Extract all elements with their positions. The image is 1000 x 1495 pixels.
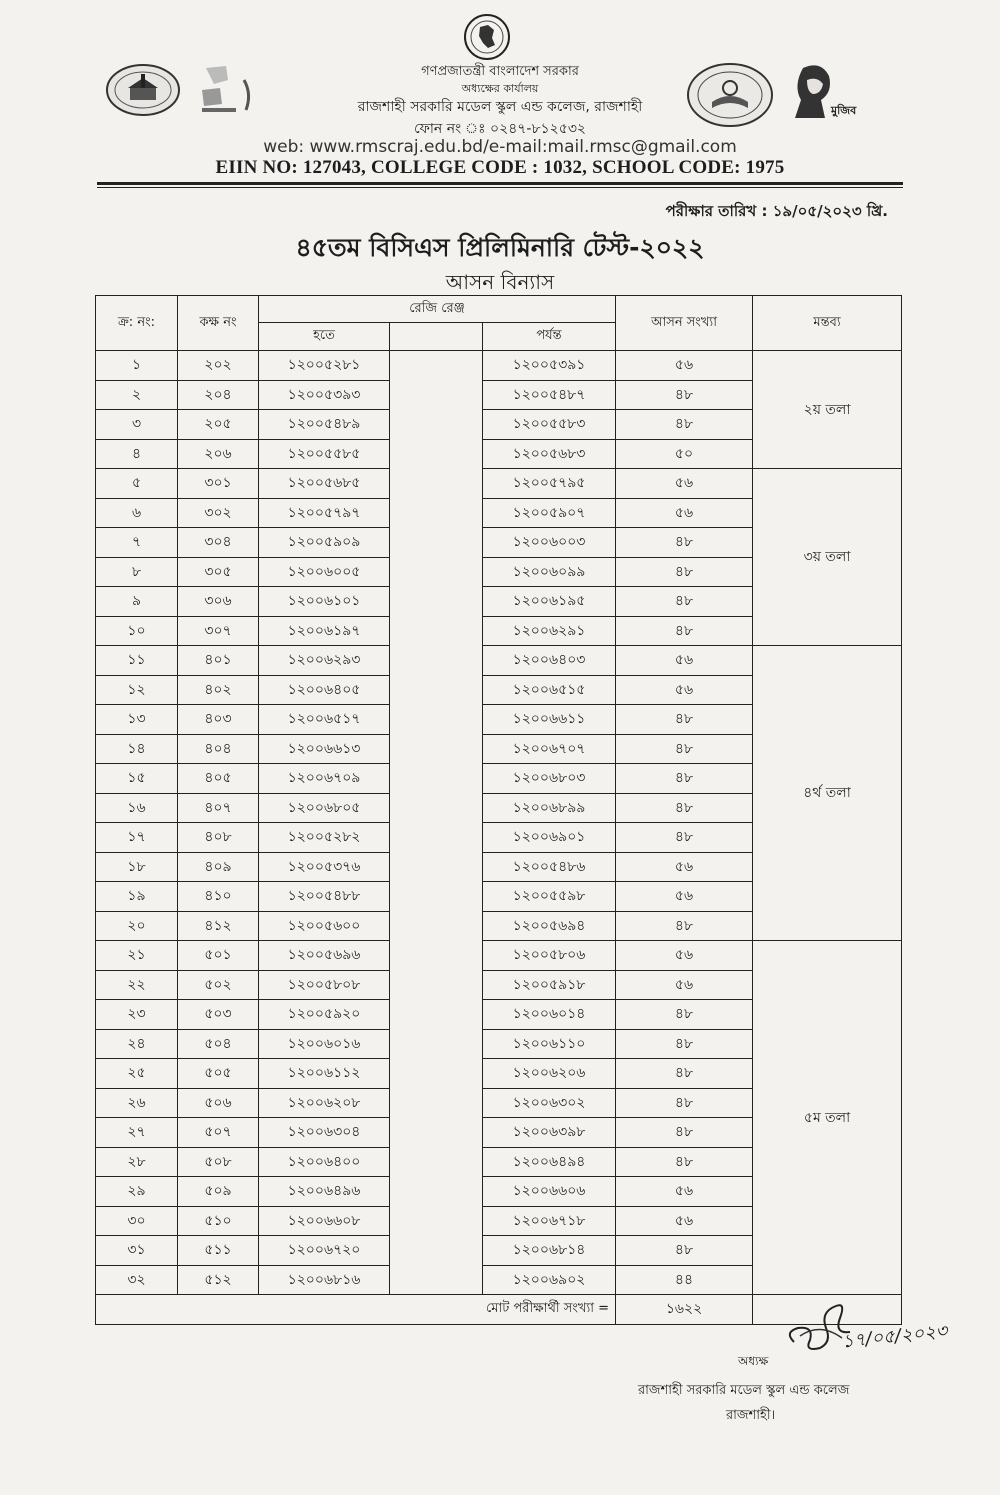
cell-serial: ৯ <box>96 587 178 617</box>
cell-from: ১২০০৬৬০৮ <box>259 1206 390 1236</box>
header-gap <box>390 323 483 351</box>
cell-serial: ২৭ <box>96 1118 178 1148</box>
cell-seats: ৪৪ <box>616 1265 753 1295</box>
cell-to: ১২০০৬৭০৭ <box>483 734 616 764</box>
cell-gap <box>390 1029 483 1059</box>
cell-from: ১২০০৫৩৯৩ <box>259 380 390 410</box>
cell-to: ১২০০৫৬৮৩ <box>483 439 616 469</box>
cell-gap <box>390 882 483 912</box>
cell-serial: ২০ <box>96 911 178 941</box>
cell-from: ১২০০৬০০৫ <box>259 557 390 587</box>
cell-room: ২০৫ <box>178 410 259 440</box>
cell-from: ১২০০৬৫১৭ <box>259 705 390 735</box>
cell-serial: ১১ <box>96 646 178 676</box>
cell-gap <box>390 1236 483 1266</box>
cell-seats: ৪৮ <box>616 1000 753 1030</box>
cell-room: ৫১২ <box>178 1265 259 1295</box>
cell-from: ১২০০৬৮০৫ <box>259 793 390 823</box>
header-room: কক্ষ নং <box>178 296 259 351</box>
cell-seats: ৫৬ <box>616 675 753 705</box>
cell-gap <box>390 705 483 735</box>
cell-gap <box>390 616 483 646</box>
cell-serial: ১৮ <box>96 852 178 882</box>
cell-seats: ৪৮ <box>616 793 753 823</box>
cell-seats: ৪৮ <box>616 1029 753 1059</box>
cell-gap <box>390 1000 483 1030</box>
cell-seats: ৪৮ <box>616 587 753 617</box>
cell-gap <box>390 941 483 971</box>
cell-from: ১২০০৬১০১ <box>259 587 390 617</box>
cell-to: ১২০০৫৮০৬ <box>483 941 616 971</box>
cell-room: ৫০৩ <box>178 1000 259 1030</box>
cell-gap <box>390 1265 483 1295</box>
cell-to: ১২০০৬৮১৪ <box>483 1236 616 1266</box>
cell-to: ১২০০৫৪৮৭ <box>483 380 616 410</box>
cell-serial: ৩২ <box>96 1265 178 1295</box>
eiin-codes: EIIN NO: 127043, COLLEGE CODE : 1032, SCHOOL CODE: 1975 <box>215 157 785 178</box>
cell-gap <box>390 823 483 853</box>
cell-gap <box>390 380 483 410</box>
cell-gap <box>390 734 483 764</box>
cell-to: ১২০০৫৭৯৫ <box>483 469 616 499</box>
cell-floor-remark: ৫ম তলা <box>753 941 902 1295</box>
phone-number: ফোন নং ঃ ০২৪৭-৮১২৫৩২ <box>413 121 587 137</box>
cell-gap <box>390 557 483 587</box>
cell-floor-remark: ৪র্থ তলা <box>753 646 902 941</box>
cell-to: ১২০০৬৮০৩ <box>483 764 616 794</box>
cell-seats: ৫৬ <box>616 882 753 912</box>
cell-serial: ৩ <box>96 410 178 440</box>
cell-room: ২০২ <box>178 351 259 381</box>
cell-to: ১২০০৫৯১৮ <box>483 970 616 1000</box>
cell-gap <box>390 911 483 941</box>
office-name: অধ্যক্ষের কার্যালয় <box>461 82 539 95</box>
cell-seats: ৪৮ <box>616 734 753 764</box>
cell-serial: ৪ <box>96 439 178 469</box>
header-reg-range: রেজি রেঞ্জ <box>259 296 616 323</box>
cell-gap <box>390 1147 483 1177</box>
cell-seats: ৪৮ <box>616 911 753 941</box>
cell-room: ৫১০ <box>178 1206 259 1236</box>
cell-seats: ৫৬ <box>616 351 753 381</box>
cell-to: ১২০০৬৬১১ <box>483 705 616 735</box>
cell-to: ১২০০৬৭১৮ <box>483 1206 616 1236</box>
cell-floor-remark: ৩য় তলা <box>753 469 902 646</box>
cell-serial: ১০ <box>96 616 178 646</box>
cell-room: ৫০৯ <box>178 1177 259 1207</box>
cell-to: ১২০০৬৩৯৮ <box>483 1118 616 1148</box>
cell-to: ১২০০৬৬০৬ <box>483 1177 616 1207</box>
cell-serial: ৮ <box>96 557 178 587</box>
cell-seats: ৪৮ <box>616 823 753 853</box>
cell-gap <box>390 1059 483 1089</box>
cell-seats: ৪৮ <box>616 705 753 735</box>
header-remarks: মন্তব্য <box>753 296 902 351</box>
cell-from: ১২০০৬৪০০ <box>259 1147 390 1177</box>
cell-serial: ১৪ <box>96 734 178 764</box>
cell-room: ৫০১ <box>178 941 259 971</box>
header-rule-thin <box>97 187 903 188</box>
cell-gap <box>390 587 483 617</box>
cell-from: ১২০০৬৪০৫ <box>259 675 390 705</box>
header-rule-thick <box>97 182 903 185</box>
header-serial: ক্র: নং: <box>96 296 178 351</box>
cell-serial: ১৬ <box>96 793 178 823</box>
principal-title: অধ্যক্ষ <box>738 1354 769 1368</box>
cell-serial: ২৯ <box>96 1177 178 1207</box>
cell-gap <box>390 646 483 676</box>
table-row <box>96 351 902 381</box>
cell-room: ৩০৭ <box>178 616 259 646</box>
cell-serial: ২৪ <box>96 1029 178 1059</box>
cell-seats: ৪৮ <box>616 764 753 794</box>
cell-room: ৫০৫ <box>178 1059 259 1089</box>
cell-seats: ৪৮ <box>616 1088 753 1118</box>
cell-from: ১২০০৫২৮১ <box>259 351 390 381</box>
cell-seats: ৪৮ <box>616 1236 753 1266</box>
cell-gap <box>390 1118 483 1148</box>
table-row <box>96 469 902 499</box>
document-subtitle: আসন বিন্যাস <box>445 270 555 294</box>
cell-from: ১২০০৫৬০০ <box>259 911 390 941</box>
cell-room: ২০৬ <box>178 439 259 469</box>
cell-room: ২০৪ <box>178 380 259 410</box>
cell-seats: ৫৬ <box>616 852 753 882</box>
cell-to: ১২০০৬১১০ <box>483 1029 616 1059</box>
cell-from: ১২০০৬৮১৬ <box>259 1265 390 1295</box>
cell-serial: ২৬ <box>96 1088 178 1118</box>
cell-from: ১২০০৬০১৬ <box>259 1029 390 1059</box>
cell-seats: ৪৮ <box>616 1118 753 1148</box>
cell-from: ১২০০৬৭০৯ <box>259 764 390 794</box>
cell-to: ১২০০৫৯০৭ <box>483 498 616 528</box>
cell-room: ৪০৫ <box>178 764 259 794</box>
cell-to: ১২০০৬৯০১ <box>483 823 616 853</box>
cell-from: ১২০০৫৬৮৫ <box>259 469 390 499</box>
cell-room: ৫০৬ <box>178 1088 259 1118</box>
cell-serial: ৩০ <box>96 1206 178 1236</box>
cell-from: ১২০০৫৯২০ <box>259 1000 390 1030</box>
cell-to: ১২০০৬৪৯৪ <box>483 1147 616 1177</box>
cell-room: ৫১১ <box>178 1236 259 1266</box>
cell-gap <box>390 970 483 1000</box>
signature-city: রাজশাহী। <box>726 1408 776 1423</box>
signature-college: রাজশাহী সরকারি মডেল স্কুল এন্ড কলেজ <box>638 1383 850 1398</box>
cell-room: ৪০৮ <box>178 823 259 853</box>
cell-from: ১২০০৫৮০৮ <box>259 970 390 1000</box>
exam-date: পরীক্ষার তারিখ : ১৯/০৫/২০২৩ খ্রি. <box>665 202 888 220</box>
cell-serial: ১২ <box>96 675 178 705</box>
seat-plan-body <box>96 351 902 1325</box>
cell-gap <box>390 439 483 469</box>
cell-room: ৪০৪ <box>178 734 259 764</box>
cell-room: ৩০৪ <box>178 528 259 558</box>
cell-to: ১২০০৫৪৮৬ <box>483 852 616 882</box>
cell-to: ১২০০৫৬৯৪ <box>483 911 616 941</box>
header-seats: আসন সংখ্যা <box>616 296 753 351</box>
cell-gap <box>390 528 483 558</box>
cell-seats: ৫৬ <box>616 1177 753 1207</box>
web-email: web: www.rmscraj.edu.bd/e-mail:mail.rmsc@gmail.com <box>263 137 737 157</box>
cell-gap <box>390 852 483 882</box>
cell-room: ৫০২ <box>178 970 259 1000</box>
total-value: ১৬২২ <box>616 1295 753 1325</box>
cell-from: ১২০০৬৩০৪ <box>259 1118 390 1148</box>
table-row <box>96 646 902 676</box>
cell-gap <box>390 410 483 440</box>
cell-serial: ১৩ <box>96 705 178 735</box>
cell-to: ১২০০৬৮৯৯ <box>483 793 616 823</box>
cell-from: ১২০০৫৭৯৭ <box>259 498 390 528</box>
cell-serial: ৭ <box>96 528 178 558</box>
cell-to: ১২০০৬৩০২ <box>483 1088 616 1118</box>
cell-seats: ৫৬ <box>616 970 753 1000</box>
cell-floor-remark: ২য় তলা <box>753 351 902 469</box>
cell-room: ৪১২ <box>178 911 259 941</box>
cell-from: ১২০০৬৭২০ <box>259 1236 390 1266</box>
cell-from: ১২০০৬১১২ <box>259 1059 390 1089</box>
total-label: মোট পরীক্ষার্থী সংখ্যা = <box>96 1295 616 1325</box>
cell-to: ১২০০৬৫১৫ <box>483 675 616 705</box>
cell-serial: ১৭ <box>96 823 178 853</box>
cell-gap <box>390 675 483 705</box>
cell-seats: ৪৮ <box>616 557 753 587</box>
cell-from: ১২০০৫৪৮৮ <box>259 882 390 912</box>
cell-room: ৩০৬ <box>178 587 259 617</box>
cell-room: ৩০১ <box>178 469 259 499</box>
seat-plan-table <box>95 295 902 1325</box>
cell-seats: ৫৬ <box>616 469 753 499</box>
cell-serial: ২৮ <box>96 1147 178 1177</box>
cell-room: ৫০৪ <box>178 1029 259 1059</box>
cell-seats: ৫৬ <box>616 941 753 971</box>
cell-to: ১২০০৬১৯৫ <box>483 587 616 617</box>
document-title: ৪৫তম বিসিএস প্রিলিমিনারি টেস্ট-২০২২ <box>295 233 705 262</box>
cell-room: ৫০৭ <box>178 1118 259 1148</box>
cell-to: ১২০০৫৩৯১ <box>483 351 616 381</box>
cell-from: ১২০০৫৪৮৯ <box>259 410 390 440</box>
cell-to: ১২০০৬৪০৩ <box>483 646 616 676</box>
cell-serial: ৬ <box>96 498 178 528</box>
cell-room: ৩০৫ <box>178 557 259 587</box>
cell-serial: ২৩ <box>96 1000 178 1030</box>
cell-seats: ৫৬ <box>616 646 753 676</box>
cell-to: ১২০০৬২৯১ <box>483 616 616 646</box>
cell-serial: ২৫ <box>96 1059 178 1089</box>
cell-serial: ৫ <box>96 469 178 499</box>
cell-seats: ৪৮ <box>616 528 753 558</box>
cell-room: ৩০২ <box>178 498 259 528</box>
cell-to: ১২০০৬০১৪ <box>483 1000 616 1030</box>
cell-to: ১২০০৬৯০২ <box>483 1265 616 1295</box>
header-from: হতে <box>259 323 390 351</box>
cell-from: ১২০০৬২৯৩ <box>259 646 390 676</box>
cell-seats: ৪৮ <box>616 1059 753 1089</box>
cell-seats: ৪৮ <box>616 410 753 440</box>
cell-to: ১২০০৬০০৩ <box>483 528 616 558</box>
cell-seats: ৫০ <box>616 439 753 469</box>
bangladesh-emblem-icon <box>458 12 516 62</box>
cell-gap <box>390 1177 483 1207</box>
cell-gap <box>390 351 483 381</box>
cell-serial: ৩১ <box>96 1236 178 1266</box>
cell-from: ১২০০৬২০৮ <box>259 1088 390 1118</box>
cell-room: ৫০৮ <box>178 1147 259 1177</box>
cell-from: ১২০০৫২৮২ <box>259 823 390 853</box>
cell-seats: ৪৮ <box>616 616 753 646</box>
cell-to: ১২০০৬০৯৯ <box>483 557 616 587</box>
government-name: গণপ্রজাতন্ত্রী বাংলাদেশ সরকার <box>421 64 579 79</box>
cell-serial: ২১ <box>96 941 178 971</box>
cell-serial: ২২ <box>96 970 178 1000</box>
cell-seats: ৫৬ <box>616 1206 753 1236</box>
institution-name: রাজশাহী সরকারি মডেল স্কুল এন্ড কলেজ, রাজশাহী <box>357 99 643 115</box>
cell-gap <box>390 469 483 499</box>
letterhead <box>0 0 1000 195</box>
signature-date: ১৭/০৫/২০২৩ <box>841 1320 949 1353</box>
cell-serial: ২ <box>96 380 178 410</box>
cell-room: ৪০৩ <box>178 705 259 735</box>
cell-gap <box>390 498 483 528</box>
cell-to: ১২০০৫৫৯৮ <box>483 882 616 912</box>
cell-serial: ১৫ <box>96 764 178 794</box>
table-row <box>96 941 902 971</box>
cell-from: ১২০০৫৩৭৬ <box>259 852 390 882</box>
mujib-logo-text: মুজিব <box>831 104 857 117</box>
cell-to: ১২০০৬২০৬ <box>483 1059 616 1089</box>
cell-from: ১২০০৬৬১৩ <box>259 734 390 764</box>
cell-gap <box>390 1206 483 1236</box>
cell-room: ৪১০ <box>178 882 259 912</box>
cell-gap <box>390 764 483 794</box>
cell-seats: ৪৮ <box>616 1147 753 1177</box>
cell-room: ৪০৯ <box>178 852 259 882</box>
cell-from: ১২০০৫৯০৯ <box>259 528 390 558</box>
cell-from: ১২০০৬১৯৭ <box>259 616 390 646</box>
cell-from: ১২০০৬৪৯৬ <box>259 1177 390 1207</box>
cell-room: ৪০১ <box>178 646 259 676</box>
cell-seats: ৪৮ <box>616 380 753 410</box>
header-to: পর্যন্ত <box>483 323 616 351</box>
cell-seats: ৫৬ <box>616 498 753 528</box>
cell-to: ১২০০৫৫৮৩ <box>483 410 616 440</box>
cell-gap <box>390 793 483 823</box>
cell-from: ১২০০৫৫৮৫ <box>259 439 390 469</box>
cell-gap <box>390 1088 483 1118</box>
cell-serial: ১৯ <box>96 882 178 912</box>
cell-serial: ১ <box>96 351 178 381</box>
cell-room: ৪০৭ <box>178 793 259 823</box>
cell-from: ১২০০৫৬৯৬ <box>259 941 390 971</box>
cell-room: ৪০২ <box>178 675 259 705</box>
